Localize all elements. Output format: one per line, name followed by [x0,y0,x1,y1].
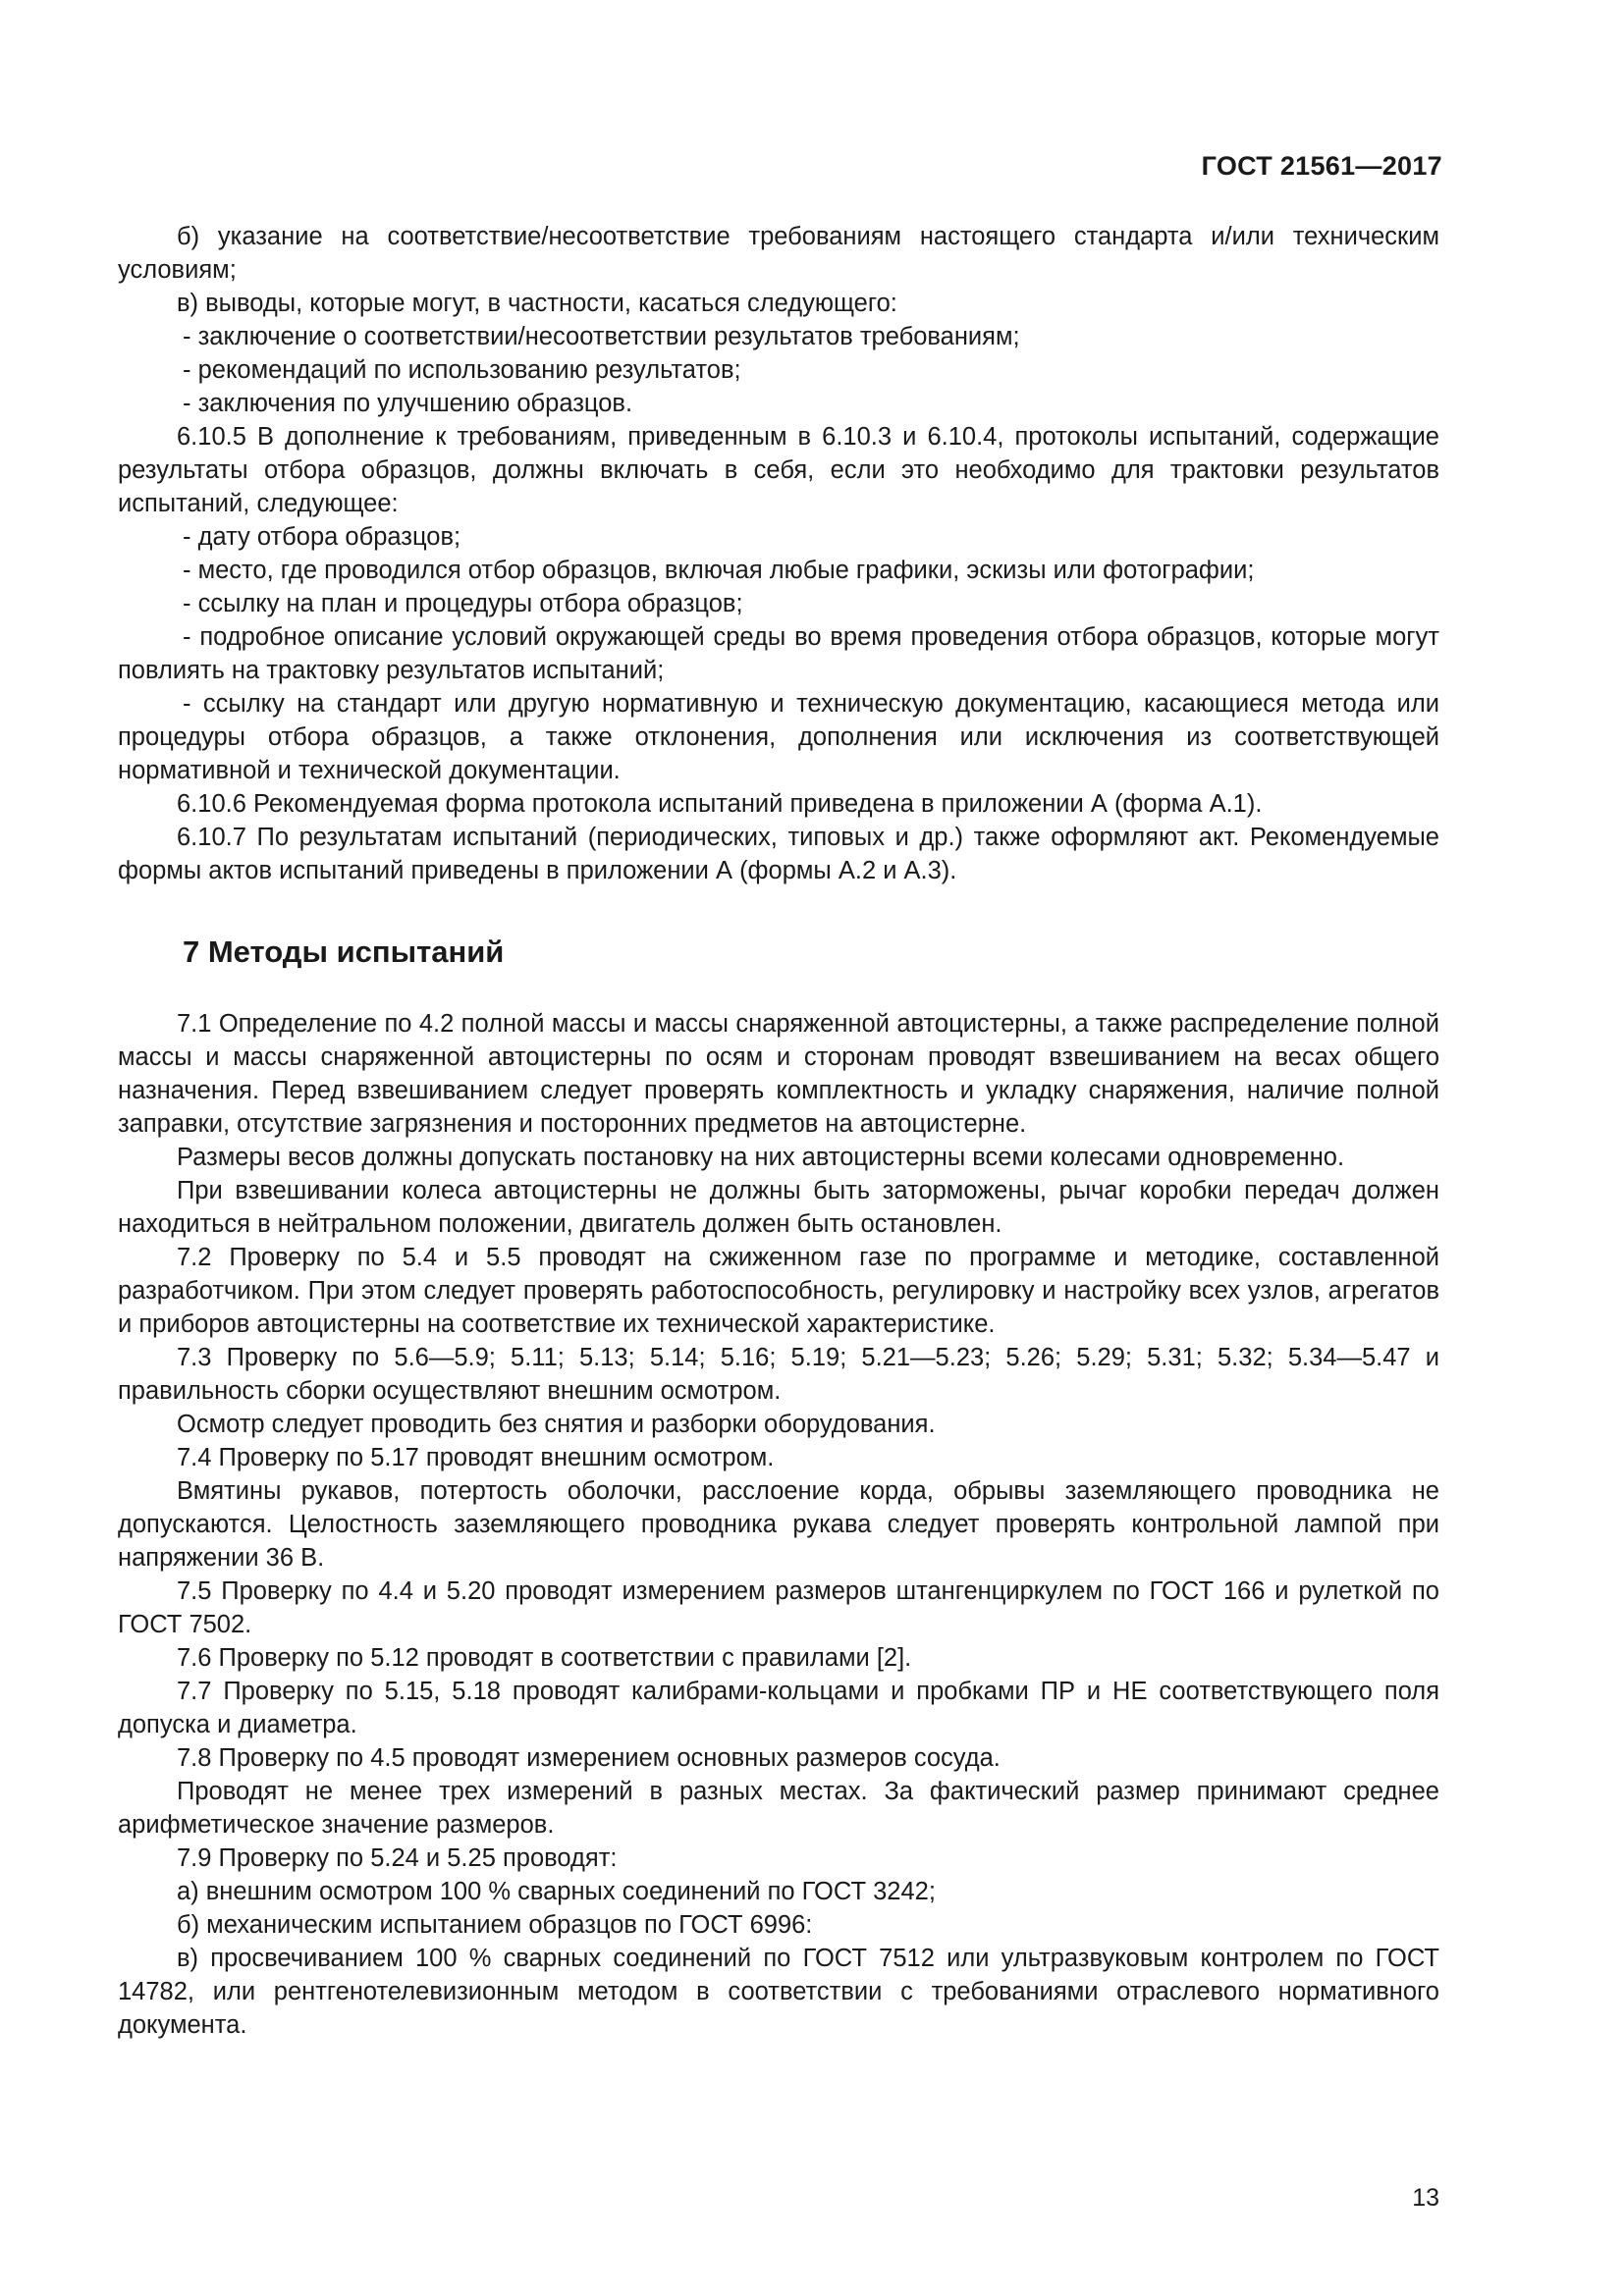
paragraph: Проводят не менее трех измерений в разных местах. За фактический размер принимают среднее арифметическое значение размеров. [118,1778,1439,1839]
list-item: - заключение о соответствии/несоответствии результатов требованиям; [183,323,1020,350]
paragraph: 7.8 Проверку по 4.5 проводят измерением основных размеров сосуда. [177,1744,1001,1772]
paragraph: 7.5 Проверку по 4.4 и 5.20 проводят измерением размеров штангенциркулем по ГОСТ 166 и рулеткой по ГОСТ 7502. [118,1577,1439,1638]
list-item: а) внешним осмотром 100 % сварных соединений по ГОСТ 3242; [177,1878,936,1905]
paragraph: 6.10.7 По результатам испытаний (периодических, типовых и др.) также оформляют акт. Рекомендуемые формы актов испытаний приведены в приложении А (формы А.2 и А.3). [118,824,1439,884]
page-number: 13 [1412,2184,1439,2212]
paragraph: 7.4 Проверку по 5.17 проводят внешним осмотром. [177,1444,775,1471]
paragraph: 7.2 Проверку по 5.4 и 5.5 проводят на сжиженном газе по программе и методике, составленной разработчиком. При этом следует проверять работоспособность, регулировку и настройку всех узлов, агрегатов и приборов автоцистерны на соответствие их технической характеристике. [118,1244,1439,1338]
paragraph: 7.3 Проверку по 5.6—5.9; 5.11; 5.13; 5.14; 5.16; 5.19; 5.21—5.23; 5.26; 5.29; 5.31; 5.32; 5.34—5.47 и правильность сборки осуществляют внешним осмотром. [118,1344,1439,1405]
list-item: - ссылку на стандарт или другую нормативную и техническую документацию, касающиеся метода или процедуры отбора образцов, а также отклонения, дополнения или исключения из соответствующей нормативной и технической документации. [118,690,1439,784]
paragraph: При взвешивании колеса автоцистерны не должны быть заторможены, рычаг коробки передач должен находиться в нейтральном положении, двигатель должен быть остановлен. [118,1177,1439,1238]
list-item: - подробное описание условий окружающей среды во время проведения отбора образцов, которые могут повлиять на трактовку результатов испытаний; [118,623,1439,684]
paragraph: Размеры весов должны допускать постановку на них автоцистерны всеми колесами одновременно. [177,1144,1345,1171]
paragraph: б) указание на соответствие/несоответствие требованиям настоящего стандарта и/или техническим условиям; [118,223,1439,284]
section-title: 7 Методы испытаний [183,934,505,969]
paragraph: 7.1 Определение по 4.2 полной массы и массы снаряженной автоцистерны, а также распределение полной массы и массы снаряженной автоцистерны по осям и сторонам проводят взвешиванием на весах общего назначения. Перед взвешиванием следует проверять комплектность и укладку снаряжения, наличие полной заправки, отсутствие загрязнения и посторонних предметов на автоцистерне. [118,1010,1439,1138]
paragraph: Осмотр следует проводить без снятия и разборки оборудования. [177,1411,936,1438]
list-item: - ссылку на план и процедуры отбора образцов; [183,590,743,617]
paragraph: Вмятины рукавов, потертость оболочки, расслоение корда, обрывы заземляющего проводника не допускаются. Целостность заземляющего проводника рукава следует проверять контрольной лампой при напряжении 36 В. [118,1477,1439,1572]
paragraph: 6.10.5 В дополнение к требованиям, приведенным в 6.10.3 и 6.10.4, протоколы испытаний, содержащие результаты отбора образцов, должны включать в себя, если это необходимо для трактовки результатов испытаний, следующее: [118,423,1439,517]
paragraph: 6.10.6 Рекомендуемая форма протокола испытаний приведена в приложении А (форма А.1). [177,790,1263,818]
paragraph: 7.6 Проверку по 5.12 проводят в соответствии с правилами [2]. [177,1644,912,1672]
paragraph: 7.7 Проверку по 5.15, 5.18 проводят калибрами-кольцами и пробками ПР и НЕ соответствующего поля допуска и диаметра. [118,1678,1439,1738]
paragraph: 7.9 Проверку по 5.24 и 5.25 проводят: [177,1844,618,1872]
document-id-header: ГОСТ 21561—2017 [1201,151,1442,181]
list-item: в) просвечиванием 100 % сварных соединений по ГОСТ 7512 или ультразвуковым контролем по ГОСТ 14782, или рентгенотелевизионным методом в соответствии с требованиями отраслевого нормативного документа. [118,1945,1439,2039]
list-item: б) механическим испытанием образцов по ГОСТ 6996: [177,1911,813,1939]
paragraph: в) выводы, которые могут, в частности, касаться следующего: [177,290,897,317]
list-item: - заключения по улучшению образцов. [183,390,633,417]
body-text [118,220,1439,2042]
list-item: - место, где проводился отбор образцов, включая любые графики, эскизы или фотографии; [183,557,1255,584]
list-item: - дату отбора образцов; [183,523,461,551]
list-item: - рекомендаций по использованию результатов; [183,356,741,384]
